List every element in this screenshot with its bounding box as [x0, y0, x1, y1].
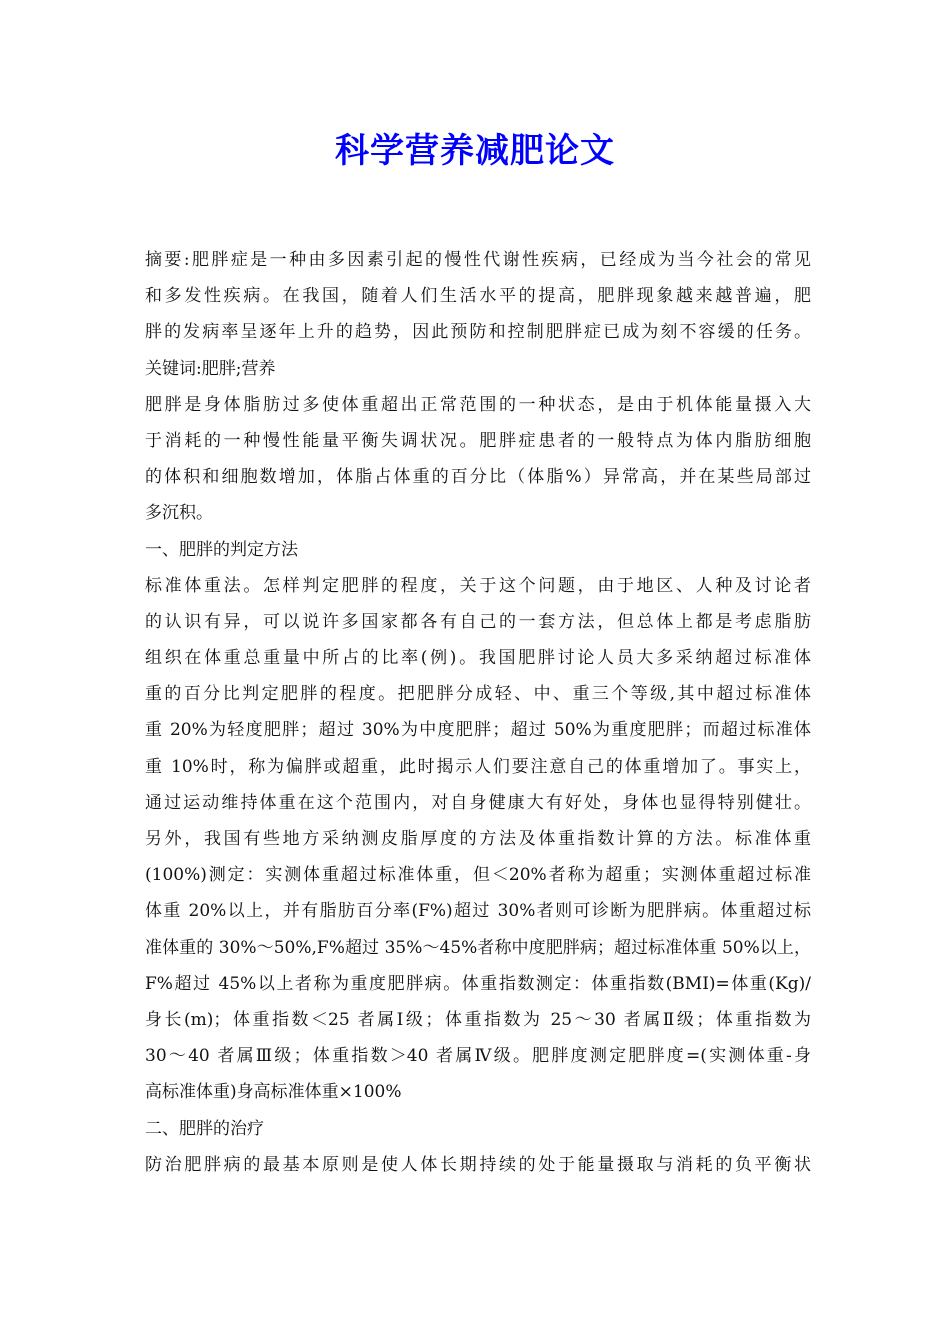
text-line: 重 10%时，称为偏胖或超重，此时揭示人们要注意自己的体重增加了。事实上，	[145, 756, 811, 777]
text-line: (100%)测定：实测体重超过标准体重，但＜20%者称为超重；实测体重超过标准	[145, 865, 811, 886]
text-line: 组织在体重总重量中所占的比率(例)。我国肥胖讨论人员大多采纳超过标准体	[145, 648, 811, 669]
text-line: 高标准体重)身高标准体重×100%	[145, 1082, 402, 1103]
text-line: 于消耗的一种慢性能量平衡失调状况。肥胖症患者的一般特点为体内脂肪细胞	[145, 430, 811, 451]
text-line: 多沉积。	[145, 503, 213, 524]
text-line: 的认识有异，可以说许多国家都各有自己的一套方法，但总体上都是考虑脂肪	[145, 611, 811, 632]
text-line: 重 20%为轻度肥胖；超过 30%为中度肥胖；超过 50%为重度肥胖；而超过标准体	[145, 720, 811, 741]
text-line: 一、肥胖的判定方法	[145, 539, 298, 560]
text-line: 胖的发病率呈逐年上升的趋势，因此预防和控制肥胖症已成为刻不容缓的任务。	[145, 322, 811, 343]
text-line: 二、肥胖的治疗	[145, 1118, 264, 1139]
text-line: F%超过 45%以上者称为重度肥胖病。体重指数测定：体重指数(BMI)=体重(Kg)/	[145, 973, 811, 994]
text-line: 标准体重法。怎样判定肥胖的程度，关于这个问题，由于地区、人种及讨论者	[145, 575, 811, 596]
document-title: 科学营养减肥论文	[335, 131, 615, 171]
text-line: 重的百分比判定肥胖的程度。把肥胖分成轻、中、重三个等级,其中超过标准体	[145, 684, 811, 705]
text-line: 和多发性疾病。在我国，随着人们生活水平的提高，肥胖现象越来越普遍，肥	[145, 286, 811, 307]
text-line: 防治肥胖病的最基本原则是使人体长期持续的处于能量摄取与消耗的负平衡状	[145, 1154, 811, 1175]
text-line: 肥胖是身体脂肪过多使体重超出正常范围的一种状态，是由于机体能量摄入大	[145, 394, 811, 415]
document-body	[145, 244, 811, 1185]
text-line: 关键词:肥胖;营养	[145, 358, 276, 379]
text-line: 体重 20%以上，并有脂肪百分率(F%)超过 30%者则可诊断为肥胖病。体重超过标	[145, 901, 811, 922]
text-line: 的体积和细胞数增加，体脂占体重的百分比（体脂%）异常高，并在某些局部过	[145, 467, 811, 488]
text-line: 准体重的 30%～50%,F%超过 35%～45%者称中度肥胖病；超过标准体重 50%以上，	[145, 937, 811, 958]
text-line: 通过运动维持体重在这个范围内，对自身健康大有好处，身体也显得特别健壮。	[145, 792, 811, 813]
text-line: 另外，我国有些地方采纳测皮脂厚度的方法及体重指数计算的方法。标准体重	[145, 829, 811, 849]
text-line: 摘要:肥胖症是一种由多因素引起的慢性代谢性疾病，已经成为当今社会的常见	[145, 250, 811, 270]
text-line: 身长(m)；体重指数＜25 者属Ⅰ级；体重指数为 25～30 者属Ⅱ级；体重指数为	[145, 1009, 811, 1030]
text-line: 30～40 者属Ⅲ级；体重指数＞40 者属Ⅳ级。肥胖度测定肥胖度=(实测体重-身	[145, 1046, 811, 1067]
